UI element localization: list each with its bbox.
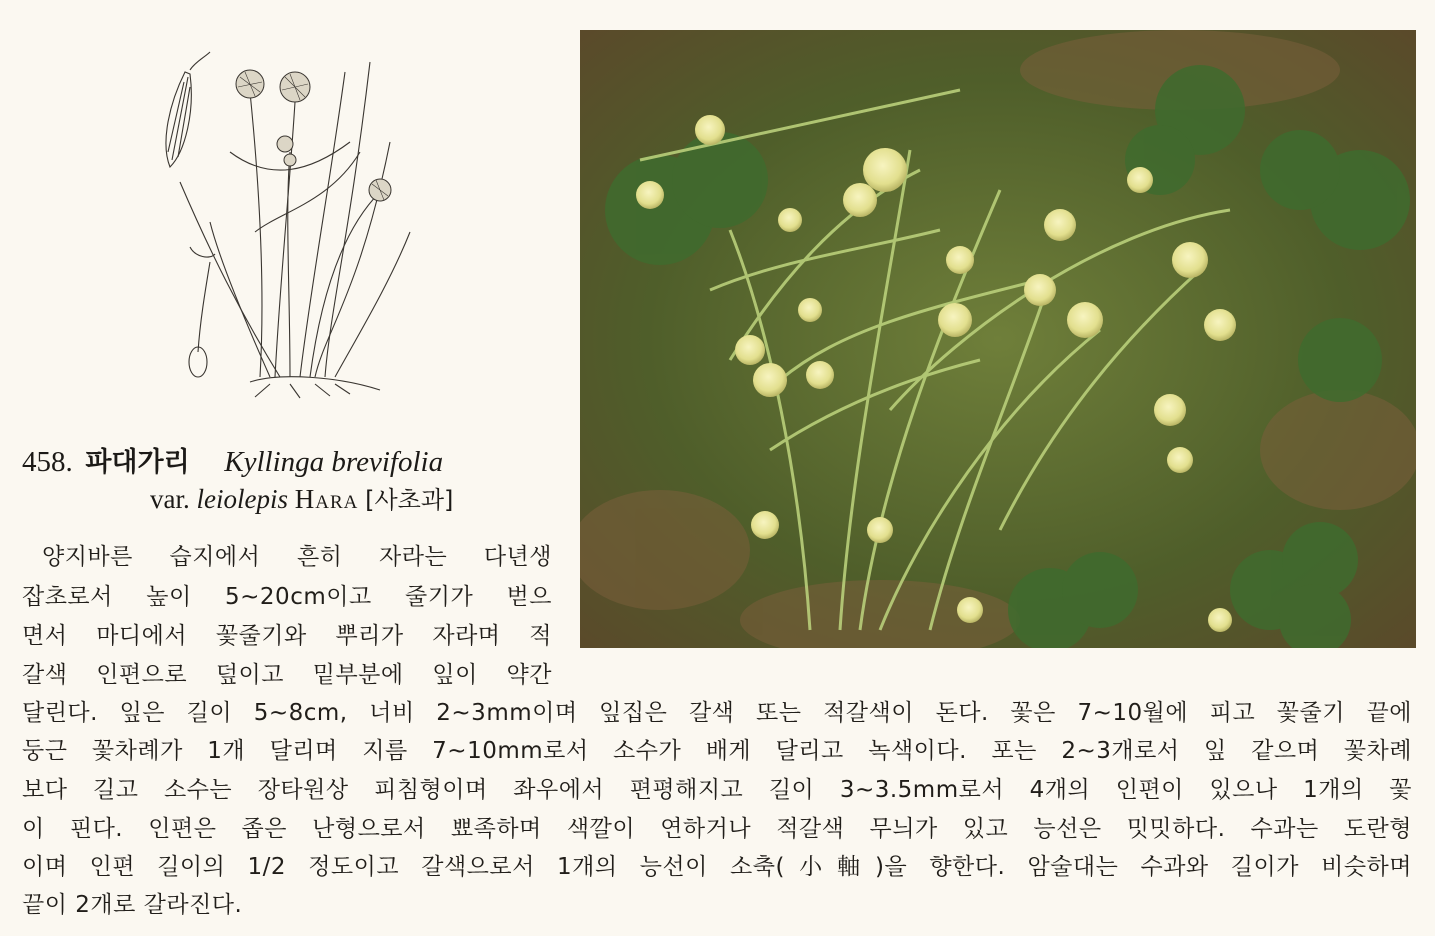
description-line: 보다 길고 소수는 장타원상 피침형이며 좌우에서 편평해지고 길이 3∼3.5mm로서 4개의 인편이 있으나 1개의 꽃 bbox=[22, 777, 1412, 803]
description-line: 갈색 인편으로 덮이고 밑부분에 잎이 약간 bbox=[22, 662, 552, 688]
entry-number: 458. bbox=[22, 446, 73, 478]
variety-name: leiolepis bbox=[196, 484, 288, 514]
entry-title bbox=[22, 440, 443, 479]
description-line: 끝이 2개로 갈라진다. bbox=[22, 892, 243, 918]
botanical-illustration bbox=[150, 32, 420, 402]
description-line: 둥근 꽃차례가 1개 달리며 지름 7∼10mm로서 소수가 배게 달리고 녹색이다. 포는 2∼3개로서 잎 같으며 꽃차례 bbox=[22, 738, 1412, 764]
description-line: 이며 인편 길이의 1/2 정도이고 갈색으로서 1개의 능선이 소축(小軸)을 향한다. 암술대는 수과와 길이가 비슷하며 bbox=[22, 854, 1412, 880]
scientific-name: Kyllinga brevifolia bbox=[224, 446, 444, 478]
plant-photo bbox=[580, 30, 1416, 648]
description-line: 면서 마디에서 꽃줄기와 뿌리가 자라며 적 bbox=[22, 623, 552, 649]
description-line: 이 핀다. 인편은 좁은 난형으로서 뾰족하며 색깔이 연하거나 적갈색 무늬가 있고 능선은 밋밋하다. 수과는 도란형 bbox=[22, 816, 1412, 842]
description-line: 달린다. 잎은 길이 5∼8cm, 너비 2∼3mm이며 잎집은 갈색 또는 적갈색이 돈다. 꽃은 7∼10월에 피고 꽃줄기 끝에 bbox=[22, 700, 1412, 726]
variety-line bbox=[150, 480, 453, 515]
family-name: [사초과] bbox=[365, 486, 454, 514]
variety-prefix: var. bbox=[150, 484, 190, 514]
description-line: 잡초로서 높이 5∼20cm이고 줄기가 벋으 bbox=[22, 584, 552, 610]
korean-name: 파대가리 bbox=[85, 447, 190, 478]
description-line: 양지바른 습지에서 흔히 자라는 다년생 bbox=[42, 544, 552, 570]
author-name: Hara bbox=[294, 484, 359, 514]
